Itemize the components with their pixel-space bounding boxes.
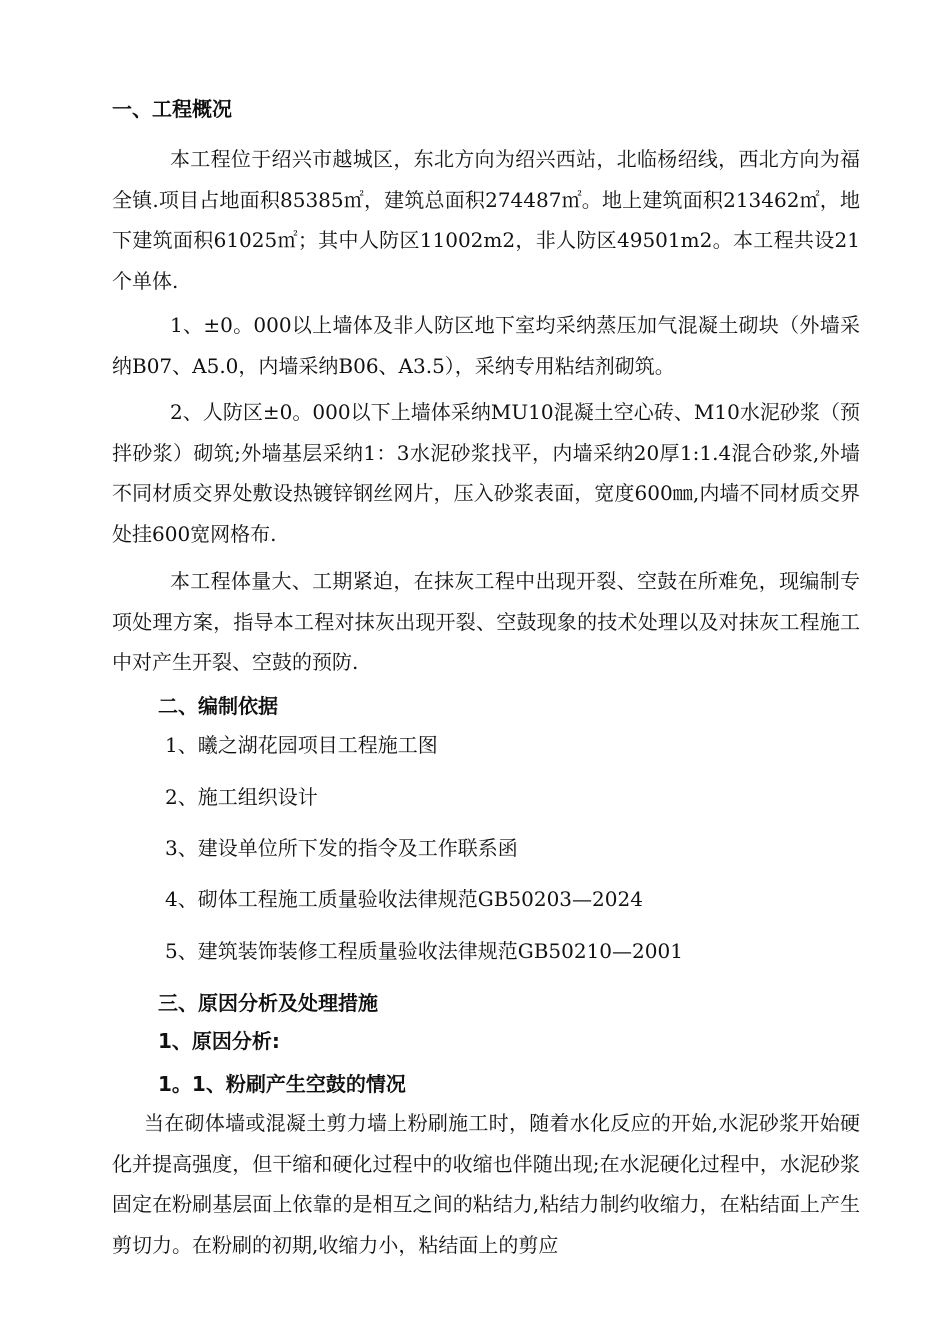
- reference-list-item: 5、建筑装饰装修工程质量验收法律规范GB50210—2001: [165, 939, 683, 963]
- subsection-heading: 1、原因分析:: [158, 1029, 280, 1053]
- reference-list-item: 3、建设单位所下发的指令及工作联系函: [165, 836, 518, 860]
- section-1-paragraph-1: 本工程位于绍兴市越城区，东北方向为绍兴西站，北临杨绍线，西北方向为福全镇.项目占地面积85385㎡，建筑总面积274487㎡。地上建筑面积213462㎡，地下建筑面积61025㎡；其中人防区11002m2，非人防区49501m2。本工程共设21个单体.: [112, 147, 860, 293]
- reference-list-item: 4、砌体工程施工质量验收法律规范GB50203—2024: [165, 887, 643, 911]
- section-1-paragraph-3: 2、人防区±0。000以下上墙体采纳MU10混凝土空心砖、M10水泥砂浆（预拌砂浆）砌筑;外墙基层采纳1：3水泥砂浆找平，内墙采纳20厚1:1.4混合砂浆,外墙不同材质交界处敷设热镀锌钢丝网片，压入砂浆表面，宽度600㎜,内墙不同材质交界处挂600宽网格布.: [112, 400, 860, 546]
- subsection-heading: 1。1、粉刷产生空鼓的情况: [158, 1072, 406, 1096]
- reference-list-item: 2、施工组织设计: [165, 785, 318, 809]
- section-1-paragraph-2: 1、±0。000以上墙体及非人防区地下室均采纳蒸压加气混凝土砌块（外墙采纳B07、A5.0，内墙采纳B06、A3.5），采纳专用粘结剂砌筑。: [112, 313, 860, 378]
- section-1-heading: 一、工程概况: [112, 97, 232, 121]
- section-3-heading: 三、原因分析及处理措施: [158, 991, 378, 1015]
- section-1-paragraph-4: 本工程体量大、工期紧迫，在抹灰工程中出现开裂、空鼓在所难免，现编制专项处理方案，指导本工程对抹灰出现开裂、空鼓现象的技术处理以及对抹灰工程施工中对产生开裂、空鼓的预防.: [112, 569, 860, 674]
- section-2-heading: 二、编制依据: [158, 694, 278, 718]
- section-3-paragraph-1: 当在砌体墙或混凝土剪力墙上粉刷施工时，随着水化反应的开始,水泥砂浆开始硬化并提高强度，但干缩和硬化过程中的收缩也伴随出现;在水泥硬化过程中，水泥砂浆固定在粉刷基层面上依靠的是相互之间的粘结力,粘结力制约收缩力，在粘结面上产生剪切力。在粉刷的初期,收缩力小，粘结面上的剪应: [112, 1111, 860, 1257]
- reference-list-item: 1、曦之湖花园项目工程施工图: [165, 733, 438, 757]
